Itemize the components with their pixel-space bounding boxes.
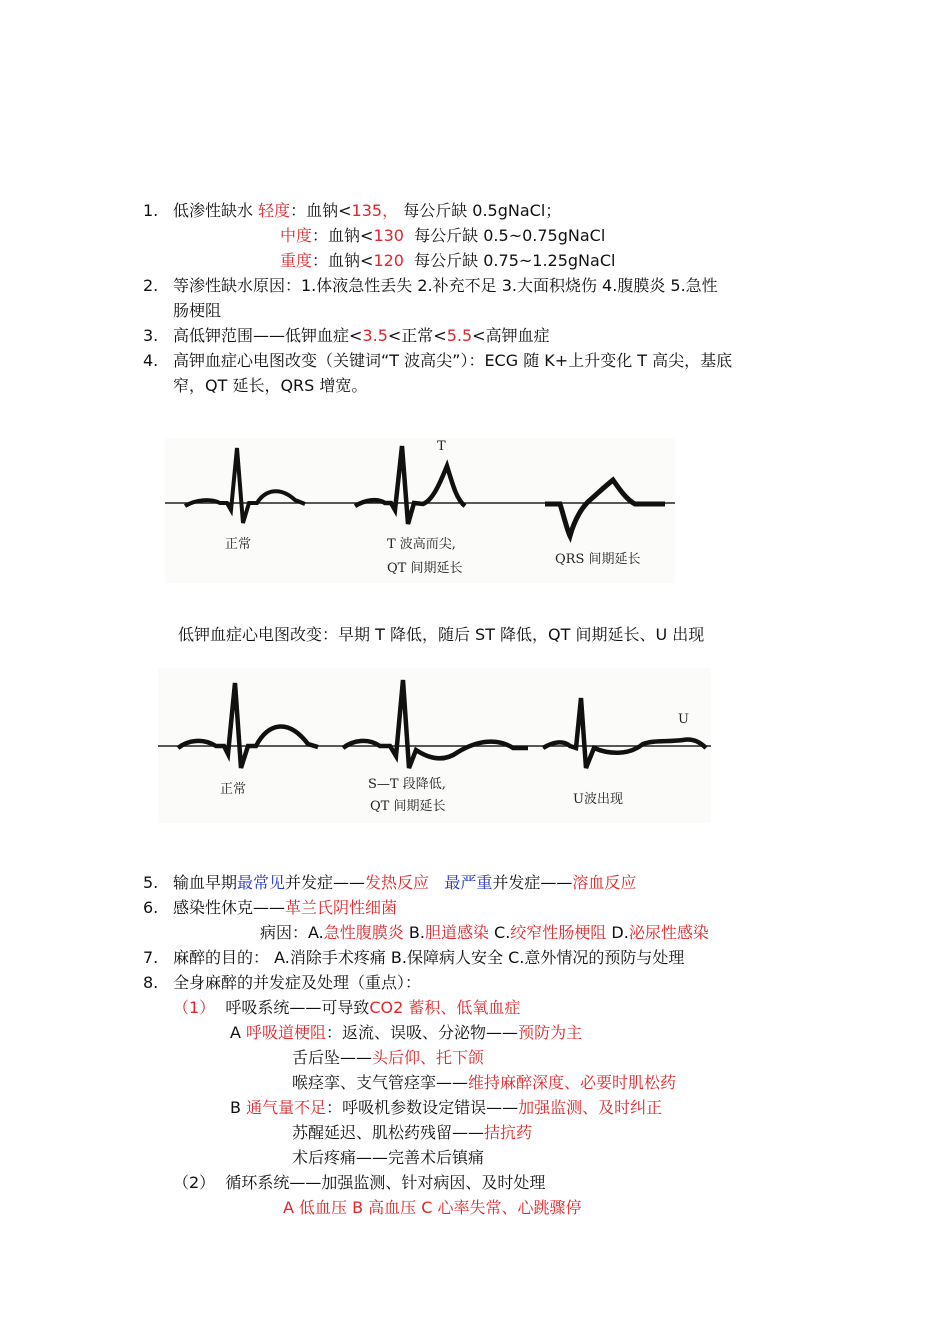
sub-A: A 呼吸道梗阻：返流、误吸、分泌物——预防为主 xyxy=(230,1023,583,1042)
normal-label: 正常 xyxy=(220,782,247,797)
peaked-t-trace xyxy=(355,446,465,524)
peaked-t-label: T 波高而尖, xyxy=(387,537,456,552)
hypokalemia-caption: 低钾血症心电图改变：早期 T 降低，随后 ST 降低，QT 间期延长、U 出现 xyxy=(178,625,705,644)
st-label: S—T 段降低, xyxy=(368,777,446,792)
qt-prolonged-label: QT 间期延长 xyxy=(387,561,463,576)
hypokalemia-ecg-figure xyxy=(158,668,711,823)
item-1 xyxy=(143,200,562,222)
hyperkalemia-ecg-figure xyxy=(165,438,675,583)
item-1-moderate: 中度：血钠<130 每公斤缺 0.5~0.75gNaCl xyxy=(280,226,606,245)
st-depression-trace xyxy=(343,680,528,768)
item-5: 5. 输血早期最常见并发症——发热反应 最严重并发症——溶血反应 xyxy=(143,873,637,892)
t-wave-label: T xyxy=(437,439,446,454)
qt-prolonged-label: QT 间期延长 xyxy=(370,799,446,814)
wide-qrs-trace xyxy=(545,480,665,536)
sub-A-1: 舌后坠——头后仰、托下颌 xyxy=(292,1048,485,1067)
item-3: 3. 高低钾范围——低钾血症<3.5<正常<5.5<高钾血症 xyxy=(143,326,550,345)
u-wave-label: U xyxy=(678,712,689,727)
item-6-causes: 病因：A.急性腹膜炎 B.胆道感染 C.绞窄性肠梗阻 D.泌尿性感染 xyxy=(260,923,709,942)
item-1-text: 低渗性缺水 轻度：血钠<135， 每公斤缺 0.5gNaCl； xyxy=(173,201,562,220)
item-8: 8. 全身麻醉的并发症及处理（重点）： xyxy=(143,973,422,992)
u-appear-label: U波出现 xyxy=(573,792,623,807)
qrs-label: QRS 间期延长 xyxy=(555,552,641,567)
sub-B-1: 苏醒延迟、肌松药残留——拮抗药 xyxy=(292,1123,533,1142)
sub-2: （2） 循环系统——加强监测、针对病因、及时处理 xyxy=(173,1173,546,1192)
item-2-cont: 肠梗阻 xyxy=(173,301,222,320)
u-wave-trace xyxy=(543,698,706,768)
sub-A-2: 喉痉挛、支气管痉挛——维持麻醉深度、必要时肌松药 xyxy=(292,1073,677,1092)
item-7: 7. 麻醉的目的： A.消除手术疼痛 B.保障病人安全 C.意外情况的预防与处理 xyxy=(143,948,685,967)
sub-B: B 通气量不足：呼吸机参数设定错误——加强监测、及时纠正 xyxy=(230,1098,663,1117)
item-4-cont: 窄，QT 延长，QRS 增宽。 xyxy=(173,376,368,395)
item-4: 4. 高钾血症心电图改变（关键词“T 波高尖”）：ECG 随 K+上升变化 T 高尖，基底 xyxy=(143,351,733,370)
sub-B-2: 术后疼痛——完善术后镇痛 xyxy=(292,1148,485,1167)
item-number: 1. xyxy=(143,201,159,220)
sub-2-list: A 低血压 B 高血压 C 心率失常、心跳骤停 xyxy=(283,1198,582,1217)
normal-ecg-trace xyxy=(185,448,305,523)
normal-ecg-trace xyxy=(178,683,318,768)
item-6: 6. 感染性休克——革兰氏阴性细菌 xyxy=(143,898,398,917)
normal-label: 正常 xyxy=(225,537,252,552)
item-2: 2. 等渗性缺水原因：1.体液急性丢失 2.补充不足 3.大面积烧伤 4.腹膜炎 5.急性 xyxy=(143,276,718,295)
item-1-severe: 重度：血钠<120 每公斤缺 0.75~1.25gNaCl xyxy=(280,251,616,270)
sub-1: （1） 呼吸系统——可导致CO2 蓄积、低氧血症 xyxy=(173,998,521,1017)
